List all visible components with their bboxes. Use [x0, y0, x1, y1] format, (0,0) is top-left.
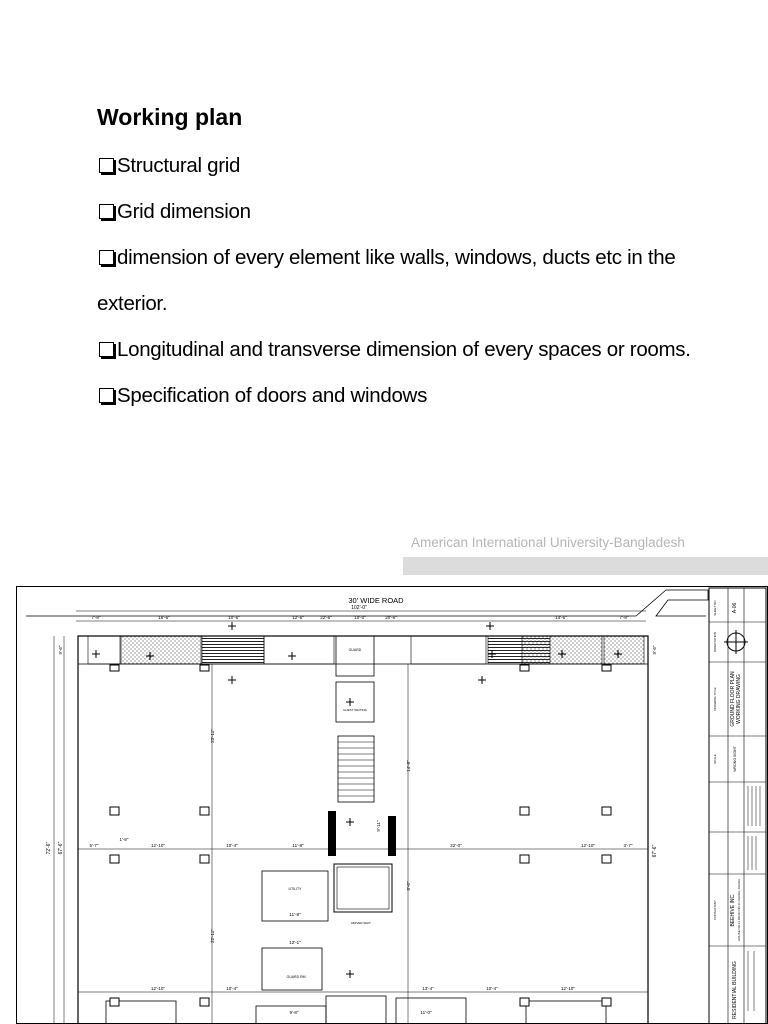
checkbox-bullet-icon	[99, 250, 114, 265]
mid-dimension-chain	[90, 837, 633, 848]
title-block	[709, 588, 766, 1024]
staircase	[338, 736, 374, 802]
bullet-item	[97, 143, 757, 189]
floor-plan-drawing	[16, 586, 768, 1024]
dimension-label: 11'-8"	[289, 912, 301, 917]
dimension-label: 7'-8"	[91, 615, 101, 620]
sheet-header: SHEET NO	[713, 600, 717, 616]
guard-room	[336, 636, 374, 676]
bullet-text: Specification of doors and windows	[117, 384, 428, 407]
orientation-header: ORIENTATION	[713, 631, 717, 653]
bullet-text: Longitudinal and transverse dimension of every spaces or rooms.	[117, 338, 691, 361]
dimension-label: 22'-11"	[210, 929, 215, 943]
dimension-label: 9'-6"	[58, 645, 63, 655]
checkbox-bullet-icon	[99, 388, 114, 403]
bullet-text: Structural grid	[117, 154, 241, 177]
dimension-label: 10'-4"	[226, 986, 238, 991]
bullet-item	[97, 189, 757, 235]
dimension-label: 20'-6"	[385, 615, 397, 620]
footer-bar	[403, 557, 768, 575]
bullet-text: exterior.	[97, 292, 168, 315]
column-grid	[110, 665, 611, 1006]
checkbox-bullet-icon	[99, 204, 114, 219]
consultant-header: CONSULTANT	[713, 900, 717, 920]
dimension-label: 3'-7"	[623, 843, 633, 848]
dimension-label: 12'-10"	[151, 986, 165, 991]
bullet-text: dimension of every element like walls, windows, ducts etc in the	[117, 246, 676, 269]
project-name: RESIDENTIAL BUILDING	[732, 961, 738, 1019]
dimension-label: 8'-6"	[406, 881, 411, 891]
dimension-label: 16'-6"	[158, 615, 170, 620]
dimension-label: 10'-0"	[354, 615, 366, 620]
drawing-title-header: DRAWING TITLE	[713, 687, 717, 711]
dimension-label: 7'-8"	[619, 615, 629, 620]
dimension-label: 13'-4"	[422, 986, 434, 991]
vertical-dimension-chain	[210, 729, 411, 943]
room-label: GUARD	[348, 648, 362, 652]
checkbox-bullet-icon	[99, 158, 114, 173]
dimension-label: 5'-7"	[89, 843, 99, 848]
floor-plan-svg	[16, 586, 768, 1024]
building-outline	[78, 636, 648, 1024]
dimension-label: 11'-8"	[292, 843, 304, 848]
room-label: GUEST WAITING	[343, 708, 367, 712]
dimension-label: 9'-6"	[652, 645, 657, 655]
bullet-list	[97, 143, 757, 419]
bullet-item	[97, 235, 757, 281]
guest-waiting-room	[336, 682, 374, 722]
dimension-label: 72'-6"	[46, 841, 52, 855]
overall-dimension: 102'-0"	[351, 605, 367, 611]
sheet-number: A-06	[732, 602, 738, 614]
dimension-label: 11'-0"	[420, 1010, 432, 1015]
dimension-label: 12'-6"	[292, 615, 304, 620]
dimension-label: 67'-6"	[652, 844, 658, 858]
dimension-label: 1'-8"	[119, 837, 129, 842]
dimension-label: 9'-11"	[376, 820, 381, 832]
company-name: BEEHIVE INC.	[730, 893, 736, 927]
dimension-label: 23'-11"	[210, 729, 215, 743]
dotted-area	[604, 636, 644, 664]
scale-value: WRONG SIGHT	[733, 746, 737, 772]
dimension-label: 14'-8"	[406, 760, 411, 772]
orientation-compass-icon	[724, 630, 748, 654]
dimension-label: 10'-4"	[226, 843, 238, 848]
drawing-subtitle: WORKING DRAWING	[736, 674, 742, 724]
title-block-fine-print	[748, 786, 760, 1011]
dotted-area	[121, 636, 201, 664]
lift-wall	[388, 816, 396, 856]
dimension-label: 12'-10"	[581, 843, 595, 848]
bottom-dimension-chain	[151, 986, 575, 1015]
slide-title: Working plan	[97, 104, 243, 130]
room-label: DRIVER WAIT	[351, 921, 371, 925]
dimension-label: 22'-6"	[320, 615, 332, 620]
hatched-area	[202, 636, 264, 664]
drawing-title: GROUND FLOOR PLAN	[730, 671, 736, 727]
bullet-text: Grid dimension	[117, 200, 251, 223]
dimension-label: 14'-6"	[555, 615, 567, 620]
bullet-continuation	[97, 281, 757, 327]
dimension-label: 67'-6"	[58, 841, 64, 855]
bullet-item	[97, 373, 757, 419]
bullet-item	[97, 327, 757, 373]
room-label: GUARD RM	[286, 975, 306, 979]
dimension-label: 10'-4"	[486, 986, 498, 991]
road-label: 30' WIDE ROAD	[348, 596, 404, 605]
dimension-label: 12'-10"	[561, 986, 575, 991]
dimension-label: 12'-10"	[151, 843, 165, 848]
dimension-label: 12'-1"	[289, 940, 301, 945]
dimension-label: 22'-0"	[450, 843, 462, 848]
dimension-label: 9'-8"	[289, 1010, 299, 1015]
scale-header: SCALE	[713, 754, 717, 764]
checkbox-bullet-icon	[99, 342, 114, 357]
footer-institution: American International University-Bangladesh	[411, 535, 685, 550]
guard-room-lower	[262, 948, 322, 990]
dimension-label: 10'-6"	[228, 615, 240, 620]
room-label: UTILITY	[288, 887, 302, 891]
company-address: HOUSE NO.11 ROAD NO.11 DHAKA, DHAKA	[737, 879, 741, 941]
lift-lobby	[334, 864, 392, 912]
